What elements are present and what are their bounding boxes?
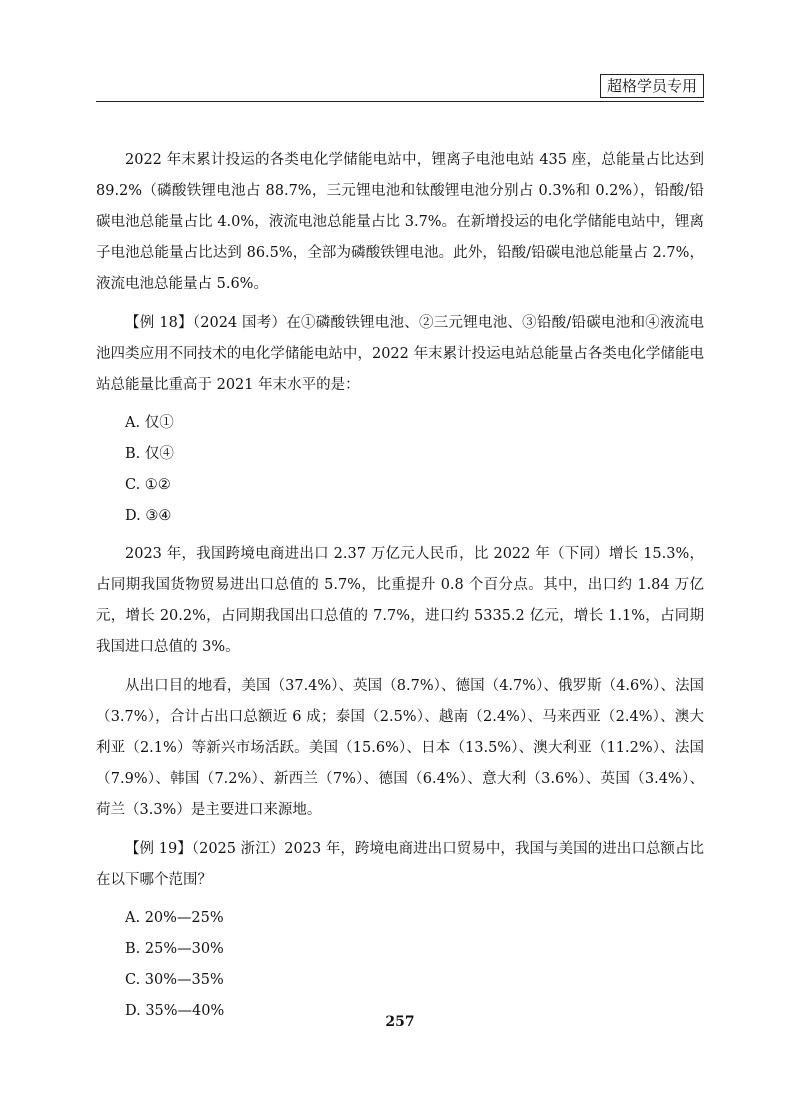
paragraph-cross-border-ecommerce: 2023 年，我国跨境电商进出口 2.37 万亿元人民币，比 2022 年（下同）增长 15.3%，占同期我国货物贸易进出口总值的 5.7%，比重提升 0.8 个百分点。其中，出口约 1.84 万亿元，增长 20.2%，占同期我国出口总值的 7.7%，进口约 5335.2 亿元，增长 1.1%，占同期我国进口总值的 3%。 (96, 546, 704, 655)
q19-option-c: C. 30%—35% (125, 972, 224, 988)
paragraph-energy-storage: 2022 年末累计投运的各类电化学储能电站中，锂离子电池电站 435 座，总能量占比达到 89.2%（磷酸铁锂电池占 88.7%，三元锂电池和钛酸锂电池分别占 0.3%和 0.2%），铅酸/铅碳电池总能量占比 4.0%，液流电池总能量占比 3.7%。在新增投运的电化学储能电站中，锂离子电池总能量占比达到 86.5%，全部为磷酸铁锂电池。此外，铅酸/铅碳电池总能量占 2.7%，液流电池总能量占 5.6%。 (96, 152, 704, 292)
question-18: 【例 18】（2024 国考）在①磷酸铁锂电池、②三元锂电池、③铅酸/铅碳电池和④液流电池四类应用不同技术的电化学储能电站中，2022 年末累计投运电站总能量占各类电化学储能电站总能量比重高于 2021 年末水平的是： (96, 315, 704, 393)
q18-option-b: B. 仅④ (125, 446, 174, 462)
q18-option-c: C. ①② (125, 477, 171, 493)
q18-option-a: A. 仅① (125, 415, 174, 431)
q19-option-a: A. 20%—25% (125, 910, 224, 926)
paragraph-trade-partners: 从出口目的地看，美国（37.4%）、英国（8.7%）、德国（4.7%）、俄罗斯（4.6%）、法国（3.7%），合计占出口总额近 6 成；泰国（2.5%）、越南（2.4%）、马来西亚（2.4%）、澳大利亚（2.1%）等新兴市场活跃。美国（15.6%）、日本（13.5%）、澳大利亚（11.2%）、法国（7.9%）、韩国（7.2%）、新西兰（7%）、德国（6.4%）、意大利（3.6%）、英国（3.4%）、荷兰（3.3%）是主要进口来源地。 (96, 678, 704, 818)
page-number: 257 (385, 1014, 415, 1030)
question-19: 【例 19】（2025 浙江）2023 年，跨境电商进出口贸易中，我国与美国的进出口总额占比在以下哪个范围？ (96, 841, 704, 888)
page-content (96, 145, 704, 1028)
header-rule (96, 101, 704, 102)
q18-option-d: D. ③④ (125, 508, 172, 524)
user-stamp: 超格学员专用 (600, 74, 704, 98)
q19-option-d: D. 35%—40% (125, 1003, 225, 1019)
q19-option-b: B. 25%—30% (125, 941, 224, 957)
